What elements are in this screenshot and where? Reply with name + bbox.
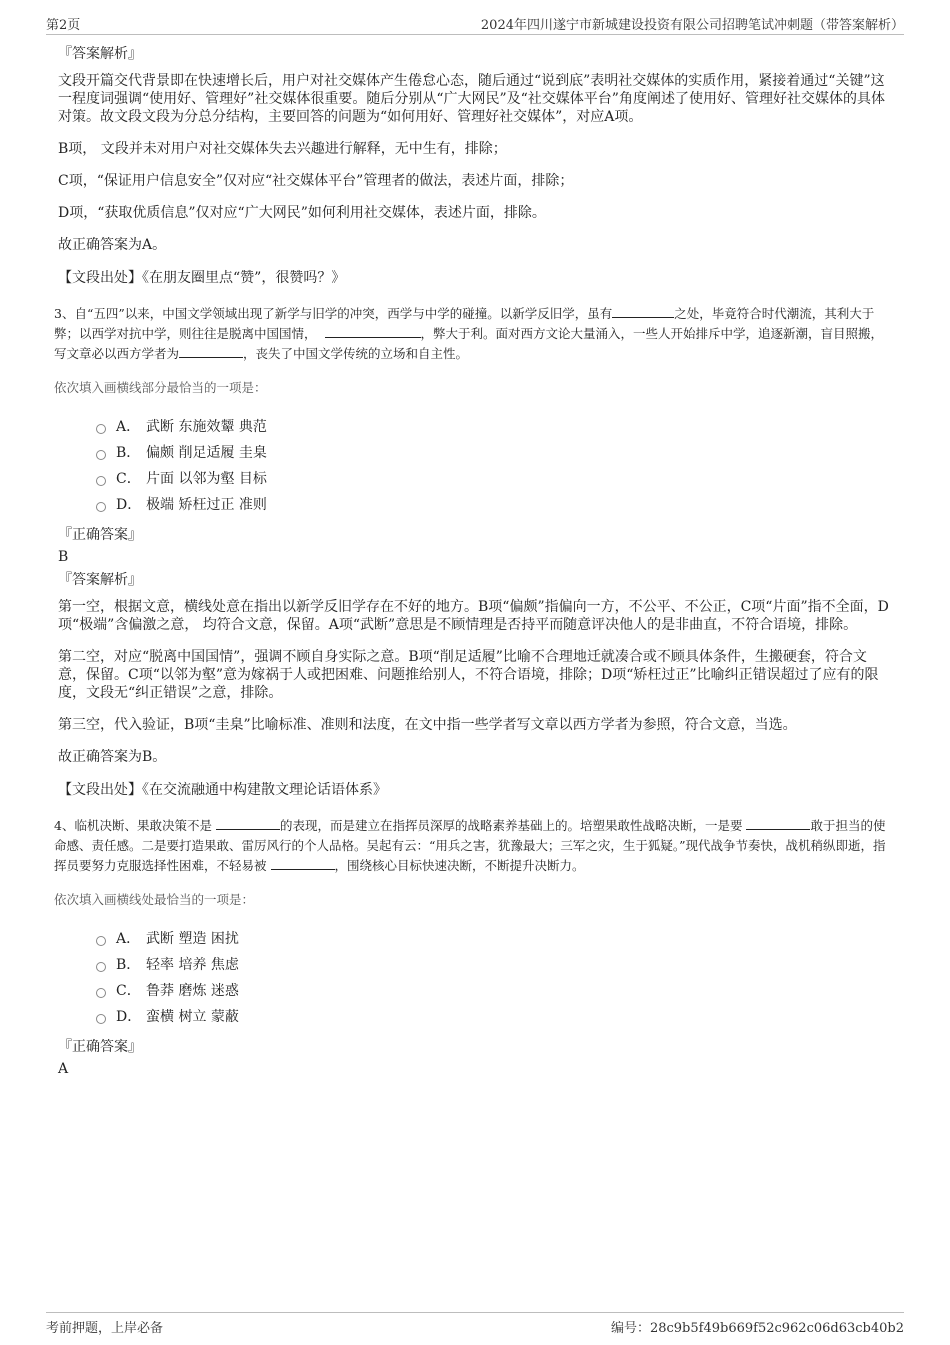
q3-correct-answer: B xyxy=(58,549,69,565)
page-footer xyxy=(46,1312,904,1335)
q3-analysis-para-3: 第三空，代入验证，B项“圭臬”比喻标准、准则和法度，在文中指一些学者写文章以西方学者为参照，符合文意，当选。 xyxy=(58,717,797,733)
q3-options xyxy=(96,414,892,518)
blank-2 xyxy=(325,325,421,338)
q3-option-c[interactable]: C． 片面 以邻为壑 目标 xyxy=(96,466,892,492)
radio-icon[interactable] xyxy=(96,1014,106,1024)
q4-question: 4、临机决断、果敢决策不是 的表现，而是建立在指挥员深厚的战略素养基础上的。培塑果敢性战略决断，一是要 敢于担当的使命感、责任感。二是要打造果敢、雷厉风行的个人品格。吴起有云：“用兵之害，犹豫最大；三军之灾，生于狐疑。”现代战争节奏快，战机稍纵即逝，指挥员要努力克服选择性困难，不轻易被 ，围绕核心目标快速决断，不断提升决断力。 xyxy=(54,818,886,873)
q2-source: 【文段出处】《在朋友圈里点“赞”，很赞吗？》 xyxy=(58,270,346,286)
q3-source: 【文段出处】《在交流融通中构建散文理论话语体系》 xyxy=(58,782,387,798)
q4-correct-label: 『正确答案』 xyxy=(58,1039,142,1055)
document-id: 编号：28c9b5f49b669f52c962c06d63cb40b2 xyxy=(610,1321,904,1336)
q4-option-b[interactable]: B． 轻率 培养 焦虑 xyxy=(96,952,892,978)
radio-icon[interactable] xyxy=(96,424,106,434)
q4-correct-answer: A xyxy=(58,1061,69,1077)
q4-option-a[interactable]: A． 武断 塑造 困扰 xyxy=(96,926,892,952)
q3-prompt: 依次填入画横线部分最恰当的一项是： xyxy=(54,380,267,395)
blank-1 xyxy=(612,305,674,318)
q2-analysis-label: 『答案解析』 xyxy=(58,46,142,62)
blank-1 xyxy=(216,817,280,830)
q2-analysis-para-4: D项，“获取优质信息”仅对应“广大网民”如何利用社交媒体，表述片面，排除。 xyxy=(58,205,546,221)
radio-icon[interactable] xyxy=(96,962,106,972)
q2-analysis-para-3: C项，“保证用户信息安全”仅对应“社交媒体平台”管理者的做法，表述片面，排除； xyxy=(58,173,574,189)
document-content xyxy=(54,44,892,1082)
q4-option-c[interactable]: C． 鲁莽 磨炼 迷惑 xyxy=(96,978,892,1004)
q3-option-a[interactable]: A． 武断 东施效颦 典范 xyxy=(96,414,892,440)
page-number: 第2页 xyxy=(46,18,81,33)
q3-analysis-para-1: 第一空，根据文意，横线处意在指出以新学反旧学存在不好的地方。B项“偏颇”指偏向一方，不公平、不公正，C项“片面”指不全面，D项“极端”含偏激之意， 均符合文意，保留。A项“武断”意思是不顾情理是否持平而随意评决他人的是非曲直，不符合语境，排除。 xyxy=(58,599,889,633)
document-title: 2024年四川遂宁市新城建设投资有限公司招聘笔试冲刺题（带答案解析） xyxy=(480,18,904,33)
radio-icon[interactable] xyxy=(96,936,106,946)
q3-analysis-para-2: 第二空，对应“脱离中国国情”，强调不顾自身实际之意。B项“削足适履”比喻不合理地迁就凑合或不顾具体条件，生搬硬套，符合文意，保留。C项“以邻为壑”意为嫁祸于人或把困难、问题推给别人，不符合语境，排除；D项“矫枉过正”比喻纠正错误超过了应有的限度，文段无“纠正错误”之意，排除。 xyxy=(58,649,879,701)
blank-3 xyxy=(271,857,335,870)
radio-icon[interactable] xyxy=(96,450,106,460)
blank-2 xyxy=(746,817,810,830)
page-header xyxy=(46,14,904,35)
q2-conclusion: 故正确答案为A。 xyxy=(58,237,167,253)
q3-correct-label: 『正确答案』 xyxy=(58,527,142,543)
footer-slogan: 考前押题，上岸必备 xyxy=(46,1321,164,1336)
blank-3 xyxy=(179,345,243,358)
q3-option-b[interactable]: B． 偏颇 削足适履 圭臬 xyxy=(96,440,892,466)
q3-question: 3、自“五四”以来，中国文学领域出现了新学与旧学的冲突，西学与中学的碰撞。以新学反旧学，虽有 之处，毕竟符合时代潮流，其利大于弊；以西学对抗中学，则往往是脱离中国国情， ，弊大于利。面对西方文论大量涌入，一些人开始排斥中学，追逐新潮，盲目照搬，写文章必以西方学者为 ，丧失了中国文学传统的立场和自主性。 xyxy=(54,306,884,361)
q4-option-d[interactable]: D． 蛮横 树立 蒙蔽 xyxy=(96,1004,892,1030)
q2-analysis-para-1: 文段开篇交代背景即在快速增长后，用户对社交媒体产生倦怠心态，随后通过“说到底”表明社交媒体的实质作用，紧接着通过“关键”这一程度词强调“使用好、管理好”社交媒体很重要。随后分别从“广大网民”及“社交媒体平台”角度阐述了使用好、管理好社交媒体的具体对策。故文段文段为分总分结构，主要回答的问题为“如何用好、管理好社交媒体”，对应A项。 xyxy=(58,73,885,125)
q3-conclusion: 故正确答案为B。 xyxy=(58,749,167,765)
radio-icon[interactable] xyxy=(96,988,106,998)
radio-icon[interactable] xyxy=(96,476,106,486)
q4-prompt: 依次填入画横线处最恰当的一项是： xyxy=(54,892,255,907)
radio-icon[interactable] xyxy=(96,502,106,512)
q3-analysis-label: 『答案解析』 xyxy=(58,572,142,588)
q3-option-d[interactable]: D． 极端 矫枉过正 准则 xyxy=(96,492,892,518)
q2-analysis-para-2: B项， 文段并未对用户对社交媒体失去兴趣进行解释，无中生有，排除； xyxy=(58,141,507,157)
q4-options xyxy=(96,926,892,1030)
